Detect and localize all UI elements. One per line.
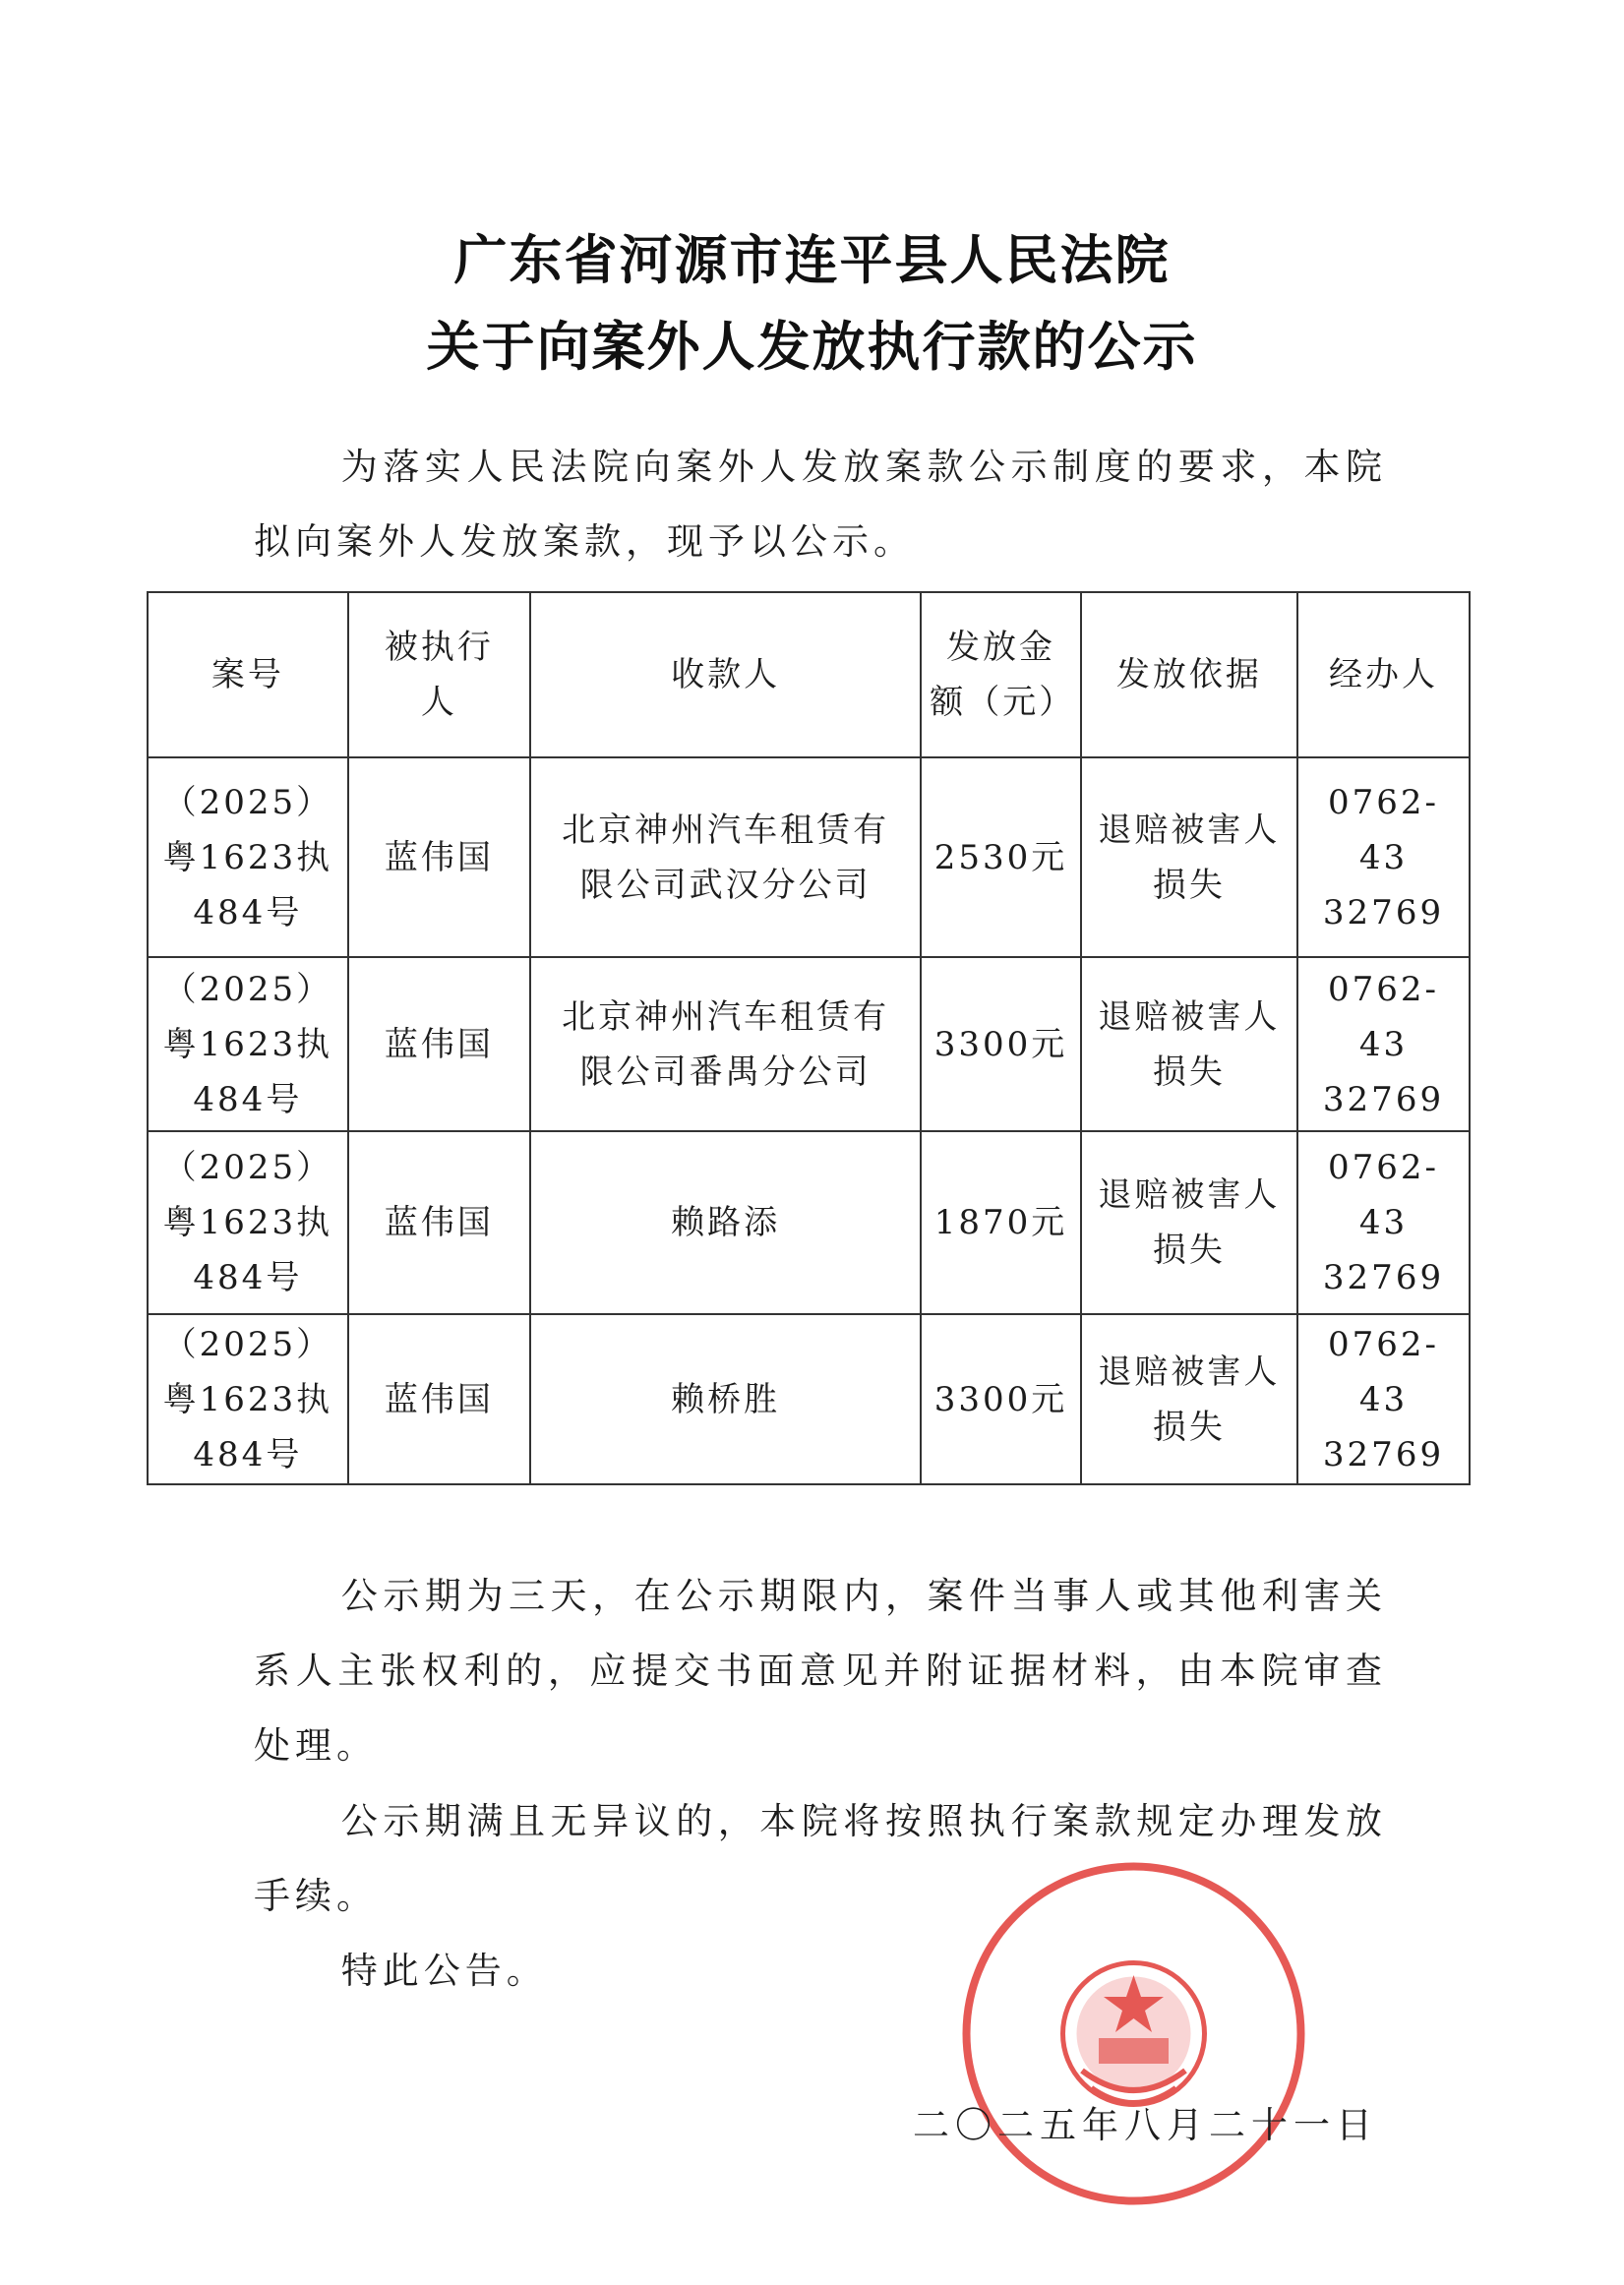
title-line-1: 广东省河源市连平县人民法院 [453, 229, 1171, 291]
cell-case-no: （2025） 粤1623执 484号 [148, 1131, 348, 1314]
table-row [148, 757, 1470, 957]
cell-amount: 2530元 [921, 757, 1081, 957]
cell-basis: 退赔被害人 损失 [1081, 1131, 1297, 1314]
cell-basis: 退赔被害人 损失 [1081, 957, 1297, 1131]
cell-handler: 0762-43 32769 [1297, 757, 1470, 957]
cell-case-no: （2025） 粤1623执 484号 [148, 757, 348, 957]
disbursement-table [147, 591, 1471, 1485]
cell-payee: 赖桥胜 [530, 1314, 921, 1484]
cell-debtor: 蓝伟国 [348, 1314, 530, 1484]
cell-handler: 0762-43 32769 [1297, 957, 1470, 1131]
objection-paragraph: 公示期为三天，在公示期限内，案件当事人或其他利害关系人主张权利的，应提交书面意见并附证据材料，由本院审查处理。 [254, 1575, 1387, 1767]
title-line-2: 关于向案外人发放执行款的公示 [426, 316, 1198, 378]
no-objection-paragraph: 公示期满且无异议的，本院将按照执行案款规定办理发放手续。 [254, 1800, 1387, 1917]
cell-debtor: 蓝伟国 [348, 757, 530, 957]
cell-case-no: （2025） 粤1623执 484号 [148, 1314, 348, 1484]
header-debtor: 被执行 人 [348, 592, 530, 757]
table-row [148, 1314, 1470, 1484]
cell-basis: 退赔被害人 损失 [1081, 757, 1297, 957]
closing-paragraph: 特此公告。 [340, 1950, 548, 1992]
cell-payee: 赖路添 [530, 1131, 921, 1314]
cell-amount: 3300元 [921, 1314, 1081, 1484]
cell-handler: 0762-43 32769 [1297, 1314, 1470, 1484]
cell-amount: 3300元 [921, 957, 1081, 1131]
cell-case-no: （2025） 粤1623执 484号 [148, 957, 348, 1131]
cell-amount: 1870元 [921, 1131, 1081, 1314]
cell-payee: 北京神州汽车租赁有 限公司番禺分公司 [530, 957, 921, 1131]
header-basis: 发放依据 [1081, 592, 1297, 757]
court-seal-icon [959, 1859, 1308, 2208]
header-case-no: 案号 [148, 592, 348, 757]
cell-basis: 退赔被害人 损失 [1081, 1314, 1297, 1484]
cell-payee: 北京神州汽车租赁有 限公司武汉分公司 [530, 757, 921, 957]
header-handler: 经办人 [1297, 592, 1470, 757]
table-header-row [148, 592, 1470, 757]
header-payee: 收款人 [530, 592, 921, 757]
cell-handler: 0762-43 32769 [1297, 1131, 1470, 1314]
table-row [148, 1131, 1470, 1314]
cell-debtor: 蓝伟国 [348, 957, 530, 1131]
cell-debtor: 蓝伟国 [348, 1131, 530, 1314]
issue-date: 二〇二五年八月二十一日 [913, 2104, 1378, 2146]
header-amount: 发放金 额（元） [921, 592, 1081, 757]
table-row [148, 957, 1470, 1131]
intro-paragraph: 为落实人民法院向案外人发放案款公示制度的要求，本院拟向案外人发放案款，现予以公示。 [254, 446, 1387, 563]
